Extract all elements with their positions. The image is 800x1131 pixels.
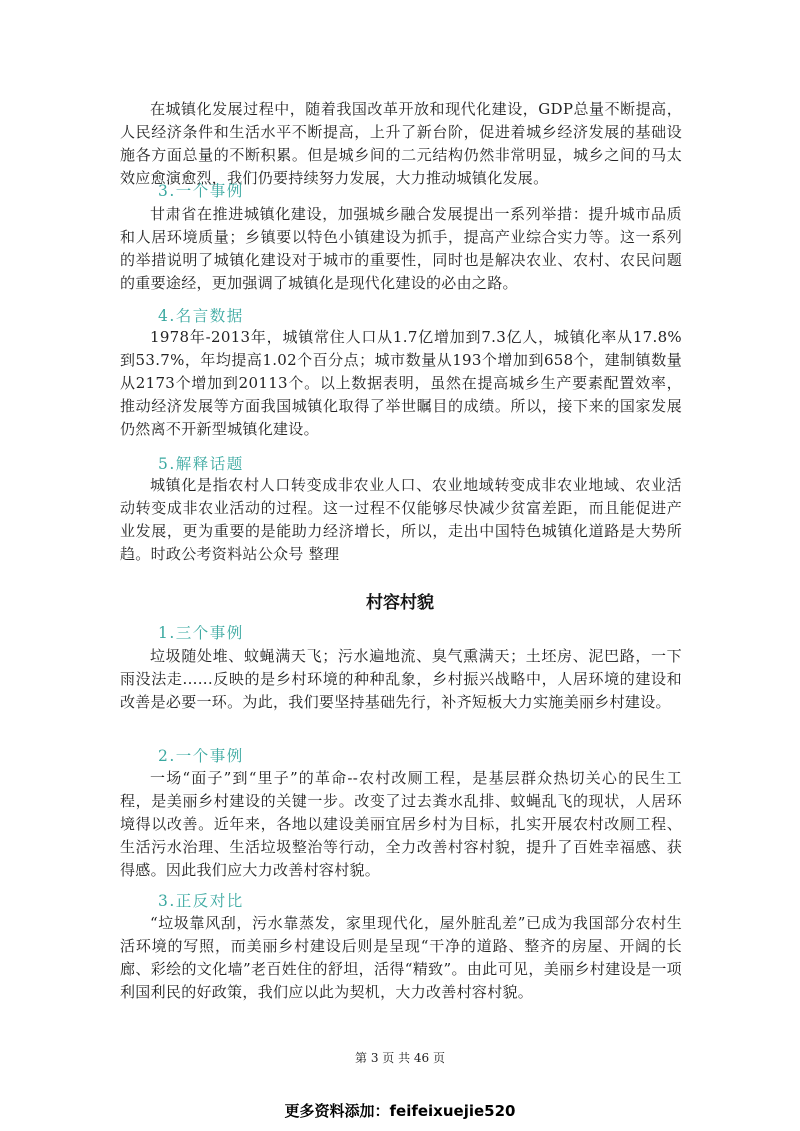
heading-one-example-2: 2.一个事例	[158, 747, 244, 765]
contrast-paragraph: “垃圾靠风刮，污水靠蒸发，家里现代化，屋外脏乱差”已成为我国部分农村生活环境的写照，而美丽乡村建设后则是呈现“干净的道路、整齐的房屋、开阔的长廊、彩绘的文化墙”老百姓住的舒坦，活得“精致”。由此可见，美丽乡村建设是一项利国利民的好政策，我们应以此为契机，大力改善村容村貌。	[120, 914, 682, 1001]
page-number: 第 3 页 共 46 页	[355, 1051, 445, 1065]
promo-contact-text: 更多资料添加：feifeixuejie520	[284, 1102, 516, 1120]
one-example-paragraph: 一场“面子”到“里子”的革命--农村改厕工程，是基层群众热切关心的民生工程，是美丽乡村建设的关键一步。改变了过去粪水乱排、蚊蝇乱飞的现状，人居环境得以改善。近年来，各地以建设美丽宜居乡村为目标，扎实开展农村改厕工程、生活污水治理、生活垃圾整治等行动，全力改善村容村貌，提升了百姓幸福感、获得感。因此我们应大力改善村容村貌。	[120, 769, 682, 879]
heading-quote-data: 4.名言数据	[158, 307, 244, 325]
explain-paragraph: 城镇化是指农村人口转变成非农业人口、农业地域转变成非农业地域、农业活动转变成非农业活动的过程。这一过程不仅能够尽快减少贫富差距，而且能促进产业发展，更为重要的是能助力经济增长，所以，走出中国特色城镇化道路是大势所趋。时政公考资料站公众号 整理	[120, 476, 682, 563]
quote-paragraph: 1978年-2013年，城镇常住人口从1.7亿增加到7.3亿人，城镇化率从17.8%到53.7%，年均提高1.02个百分点；城市数量从193个增加到658个，建制镇数量从2173个增加到20113个。以上数据表明，虽然在提高城乡生产要素配置效率，推动经济发展等方面我国城镇化取得了举世瞩目的成绩。所以，接下来的国家发展仍然离不开新型城镇化建设。	[120, 328, 682, 438]
heading-three-examples: 1.三个事例	[158, 624, 244, 642]
example-paragraph: 甘肃省在推进城镇化建设，加强城乡融合发展提出一系列举措：提升城市品质和人居环境质量；乡镇要以特色小镇建设为抓手，提高产业综合实力等。这一系列的举措说明了城镇化建设对于城市的重要性，同时也是解决农业、农村、农民问题的重要途经，更加强调了城镇化是现代化建设的必由之路。	[120, 205, 682, 292]
heading-contrast: 3.正反对比	[158, 892, 244, 910]
heading-explain-topic: 5.解释话题	[158, 455, 244, 473]
three-examples-paragraph: 垃圾随处堆、蚊蝇满天飞；污水遍地流、臭气熏满天；土坯房、泥巴路，一下雨没法走......反映的是乡村环境的种种乱象，乡村振兴战略中，人居环境的建设和改善是必要一环。为此，我们要坚持基础先行，补齐短板大力实施美丽乡村建设。	[120, 647, 682, 711]
heading-one-example: 3.一个事例	[158, 182, 244, 200]
intro-paragraph: 在城镇化发展过程中，随着我国改革开放和现代化建设，GDP总量不断提高，人民经济条件和生活水平不断提高，上升了新台阶，促进着城乡经济发展的基础设施各方面总量的不断积累。但是城乡间的二元结构仍然非常明显，城乡之间的马太效应愈演愈烈，我们仍要持续努力发展，大力推动城镇化发展。	[120, 100, 682, 187]
section-title-village-appearance: 村容村貌	[366, 593, 434, 613]
